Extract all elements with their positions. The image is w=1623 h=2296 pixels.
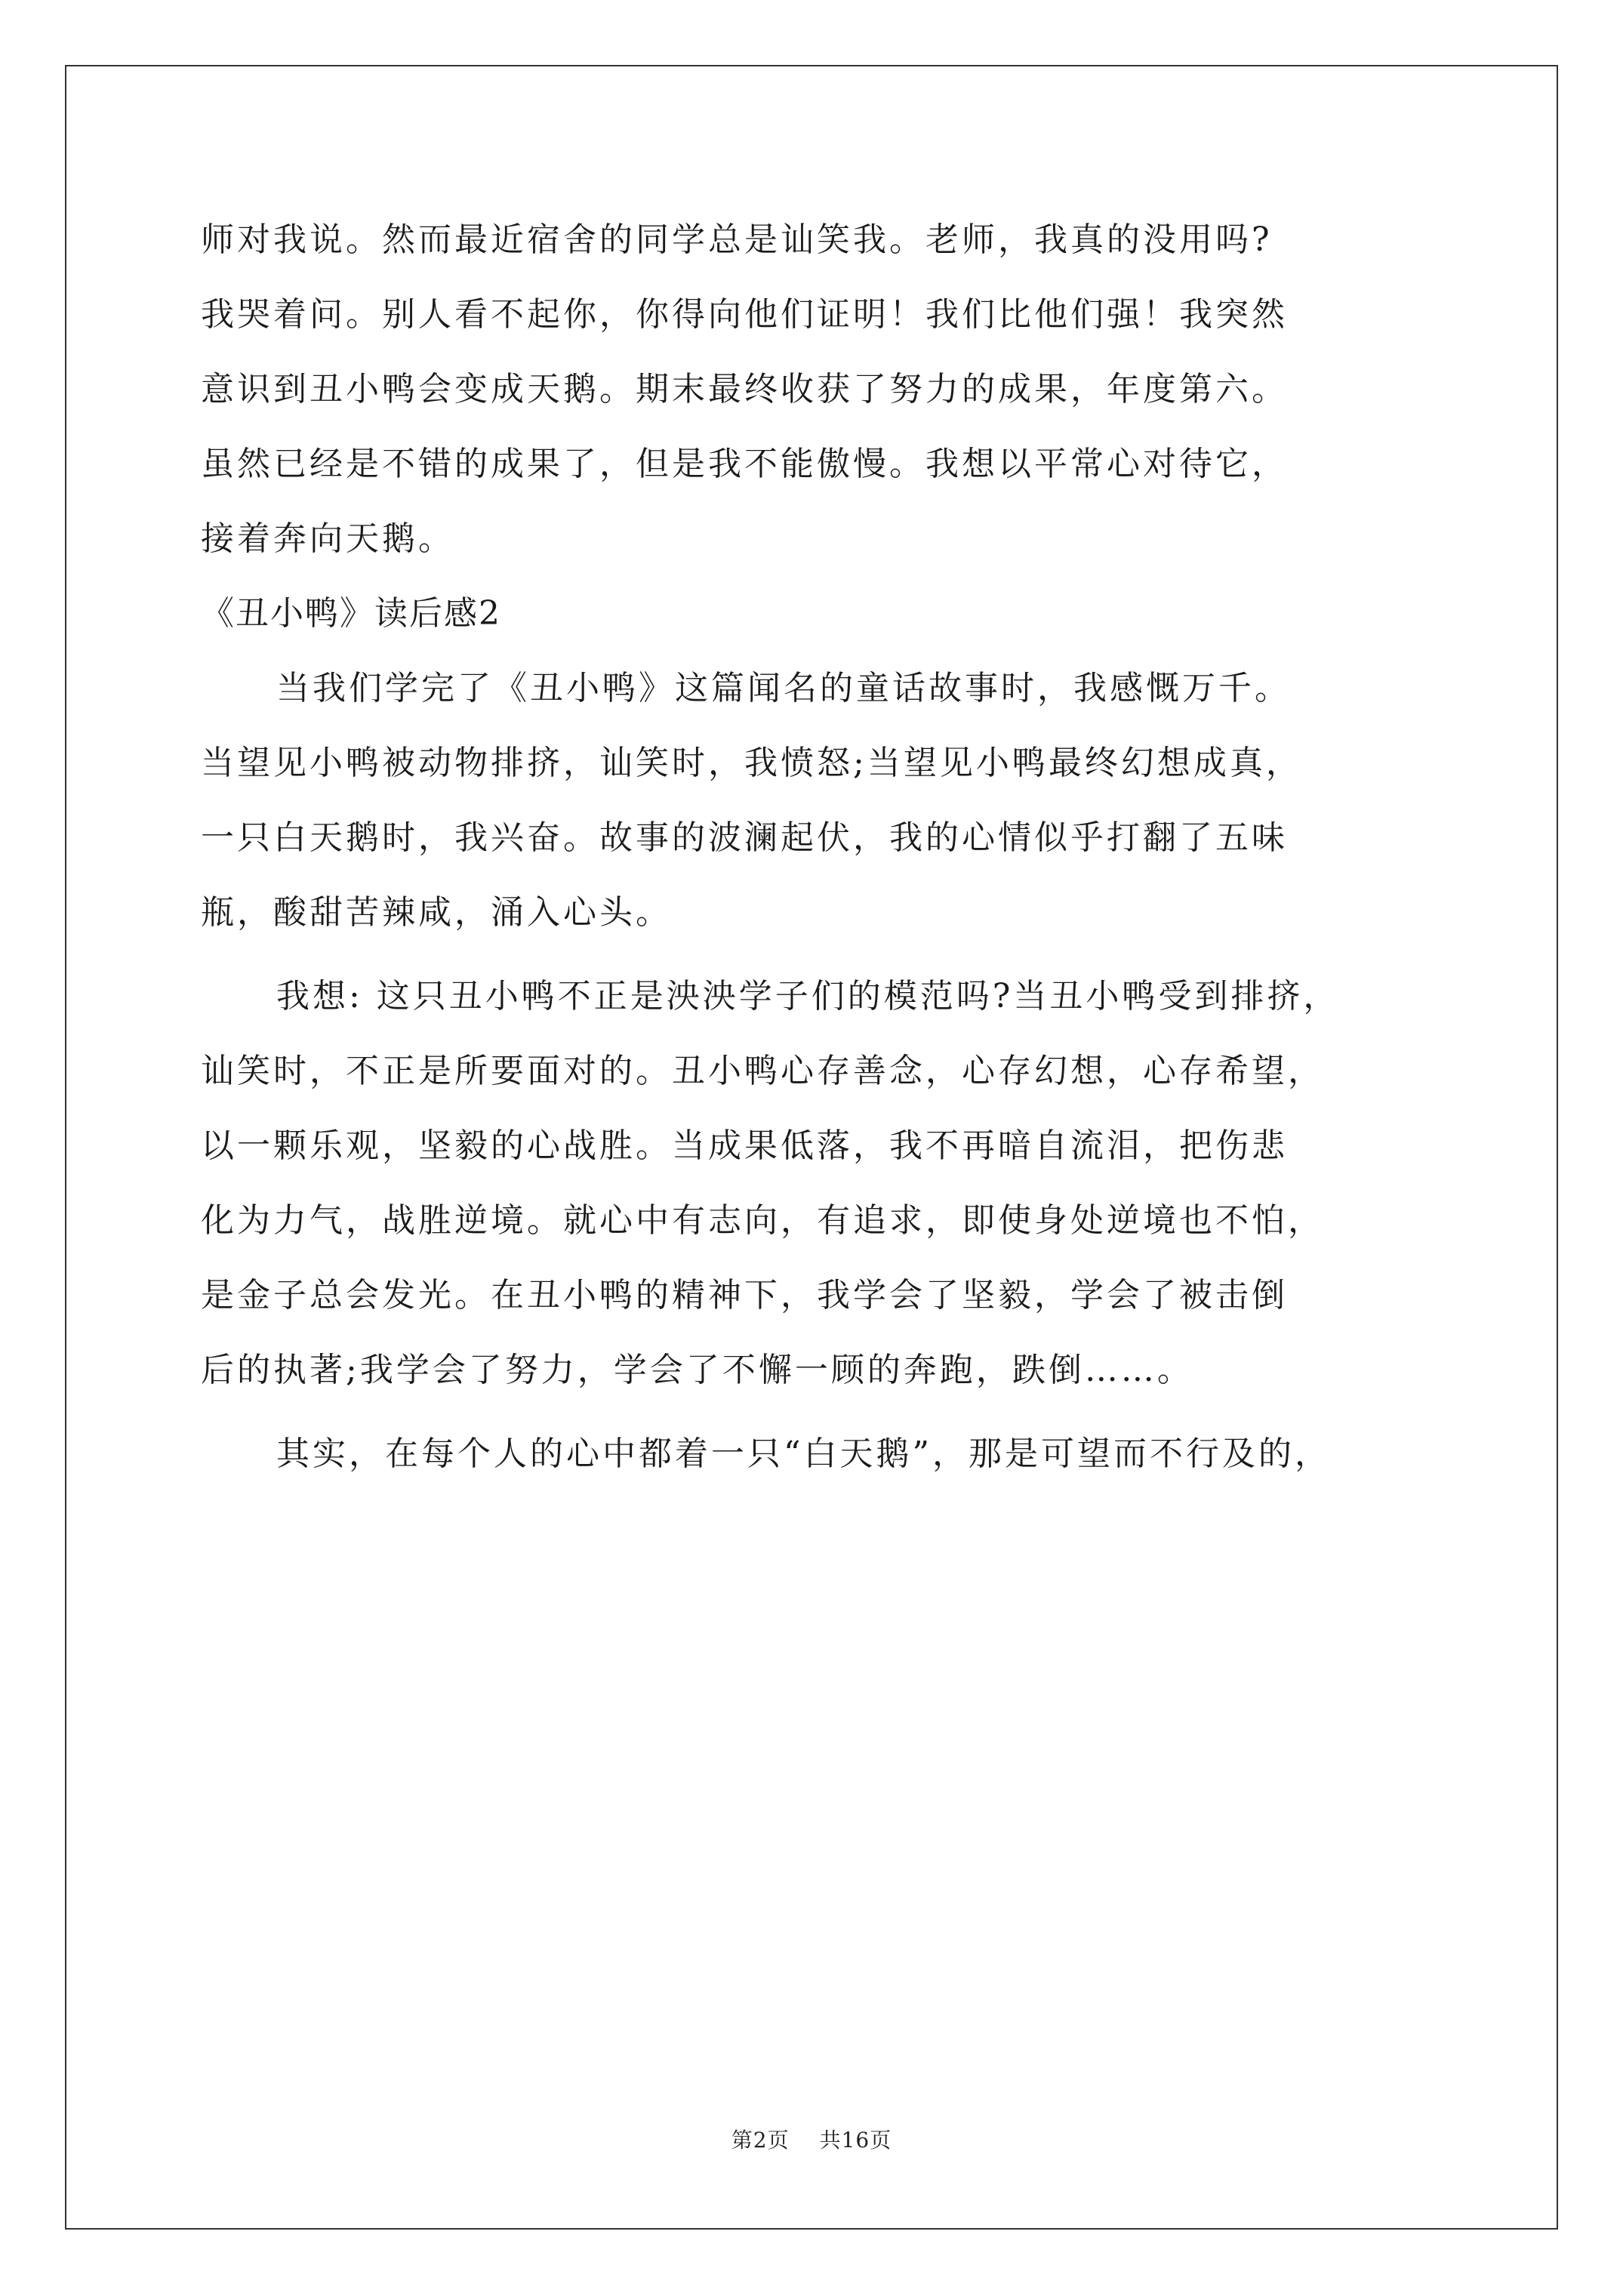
document-body xyxy=(201,202,1439,1491)
text-line: 意识到丑小鸭会变成天鹅。期末最终收获了努力的成果，年度第六。 xyxy=(201,370,1288,408)
text-line: 瓶，酸甜苦辣咸，涌入心头。 xyxy=(201,893,672,932)
text-line: 我想: 这只丑小鸭不正是泱泱学子们的模范吗?当丑小鸭受到排挤， xyxy=(276,977,1340,1015)
text-line: 师对我说。然而最近宿舍的同学总是讪笑我。老师，我真的没用吗? xyxy=(201,220,1273,259)
text-line: 当望见小鸭被动物排挤，讪笑时，我愤怒;当望见小鸭最终幻想成真， xyxy=(201,744,1302,782)
text-line: 虽然已经是不错的成果了，但是我不能傲慢。我想以平常心对待它， xyxy=(201,445,1288,483)
page-footer xyxy=(0,2124,1623,2154)
text-line: 后的执著;我学会了努力，学会了不懈一顾的奔跑，跌倒……。 xyxy=(201,1351,1193,1389)
paragraph-4 xyxy=(201,1416,1439,1491)
section-title: 《丑小鸭》读后感2 xyxy=(201,594,501,633)
paragraph-2 xyxy=(201,651,1439,950)
text-line: 我哭着问。别人看不起你，你得向他们证明！我们比他们强！我突然 xyxy=(201,295,1288,334)
text-line: 讪笑时，不正是所要面对的。丑小鸭心存善念，心存幻想，心存希望， xyxy=(201,1052,1324,1090)
text-line: 接着奔向天鹅。 xyxy=(201,519,454,558)
text-line: 其实，在每个人的心中都着一只“白天鹅”，那是可望而不行及的， xyxy=(276,1435,1331,1473)
paragraph-3 xyxy=(201,959,1439,1407)
text-line: 以一颗乐观，坚毅的心战胜。当成果低落，我不再暗自流泪，把伤悲 xyxy=(201,1126,1288,1165)
text-line: 一只白天鹅时，我兴奋。故事的波澜起伏，我的心情似乎打翻了五味 xyxy=(201,818,1288,857)
paragraph-1 xyxy=(201,202,1439,576)
page-number: 第2页 xyxy=(731,2128,790,2153)
text-line: 当我们学完了《丑小鸭》这篇闻名的童话故事时，我感慨万千。 xyxy=(276,669,1291,707)
text-line: 是金子总会发光。在丑小鸭的精神下，我学会了坚毅，学会了被击倒 xyxy=(201,1276,1288,1314)
page-total: 共16页 xyxy=(819,2128,892,2153)
text-line: 化为力气，战胜逆境。就心中有志向，有追求，即使身处逆境也不怕， xyxy=(201,1201,1324,1240)
